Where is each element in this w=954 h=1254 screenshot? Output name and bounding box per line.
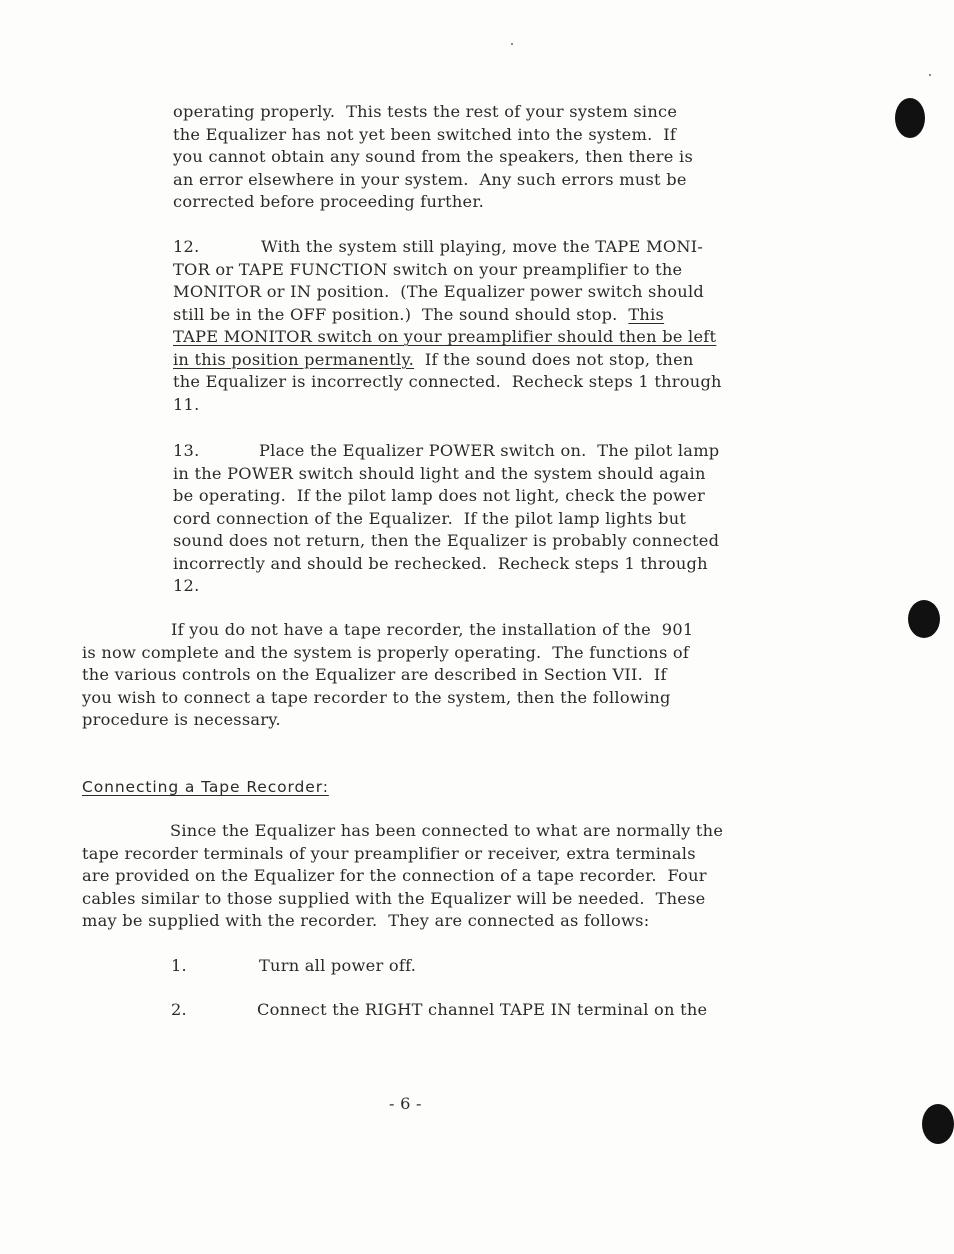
list-item-text: Connect the RIGHT channel TAPE IN terminal on the xyxy=(257,1000,708,1019)
text-line: With the system still playing, move the TAPE MONI- xyxy=(261,237,704,256)
text-line: cables similar to those supplied with the Equalizer will be needed. These xyxy=(82,888,706,908)
text-line: Since the Equalizer has been connected to what are normally the xyxy=(170,821,724,840)
section-heading: Connecting a Tape Recorder: xyxy=(82,778,329,796)
text-line: corrected before proceeding further. xyxy=(173,192,484,211)
text-line xyxy=(173,304,664,327)
step-number: 13. xyxy=(173,441,200,460)
text-run: If the sound does not stop, then xyxy=(414,349,694,369)
underlined-text: This xyxy=(628,304,665,324)
scan-speck xyxy=(929,74,931,76)
text-line: you wish to connect a tape recorder to the system, then the following xyxy=(82,687,671,707)
text-line: operating properly. This tests the rest of your system since xyxy=(173,102,678,121)
text-line: If you do not have a tape recorder, the installation of the 901 xyxy=(171,620,694,639)
list-item-number: 2. xyxy=(171,1000,187,1019)
text-line: the Equalizer is incorrectly connected. Recheck steps 1 through xyxy=(173,372,722,391)
text-run: still be in the OFF position.) The sound should stop. xyxy=(173,304,618,324)
text-line: TOR or TAPE FUNCTION switch on your preamplifier to the xyxy=(173,259,683,279)
text-line: in the POWER switch should light and the system should again xyxy=(173,463,706,483)
text-line: sound does not return, then the Equalizer is probably connected xyxy=(173,531,720,550)
underlined-text: TAPE MONITOR switch on your preamplifier should then be left xyxy=(173,327,717,346)
text-line: you cannot obtain any sound from the speakers, then there is xyxy=(173,147,694,166)
step-number: 12. xyxy=(173,237,200,256)
text-line: 11. xyxy=(173,394,200,414)
text-line: are provided on the Equalizer for the connection of a tape recorder. Four xyxy=(82,866,707,885)
text-line: is now complete and the system is properly operating. The functions of xyxy=(82,642,690,662)
text-line: may be supplied with the recorder. They are connected as follows: xyxy=(82,911,650,930)
text-line: the Equalizer has not yet been switched into the system. If xyxy=(173,124,677,144)
underlined-text: in this position permanently. xyxy=(173,349,415,369)
text-run xyxy=(618,305,629,324)
punch-hole-bottom xyxy=(922,1104,954,1144)
text-line: cord connection of the Equalizer. If the pilot lamp lights but xyxy=(173,508,687,528)
text-line xyxy=(173,349,694,372)
text-line: an error elsewhere in your system. Any such errors must be xyxy=(173,169,687,189)
scan-speck xyxy=(511,43,513,45)
text-line: be operating. If the pilot lamp does not light, check the power xyxy=(173,486,705,505)
text-line: the various controls on the Equalizer are described in Section VII. If xyxy=(82,665,667,684)
text-line: tape recorder terminals of your preamplifier or receiver, extra terminals xyxy=(82,843,696,863)
text-line: 12. xyxy=(173,576,200,595)
punch-hole-middle xyxy=(908,600,940,638)
text-line: procedure is necessary. xyxy=(82,710,281,729)
page-number: - 6 - xyxy=(389,1094,422,1113)
text-line: Place the Equalizer POWER switch on. The pilot lamp xyxy=(259,441,720,460)
list-item-number: 1. xyxy=(171,956,187,975)
list-item-text: Turn all power off. xyxy=(259,956,417,975)
punch-hole-top xyxy=(895,98,925,138)
text-line: MONITOR or IN position. (The Equalizer power switch should xyxy=(173,282,704,301)
text-line: incorrectly and should be rechecked. Recheck steps 1 through xyxy=(173,553,708,573)
